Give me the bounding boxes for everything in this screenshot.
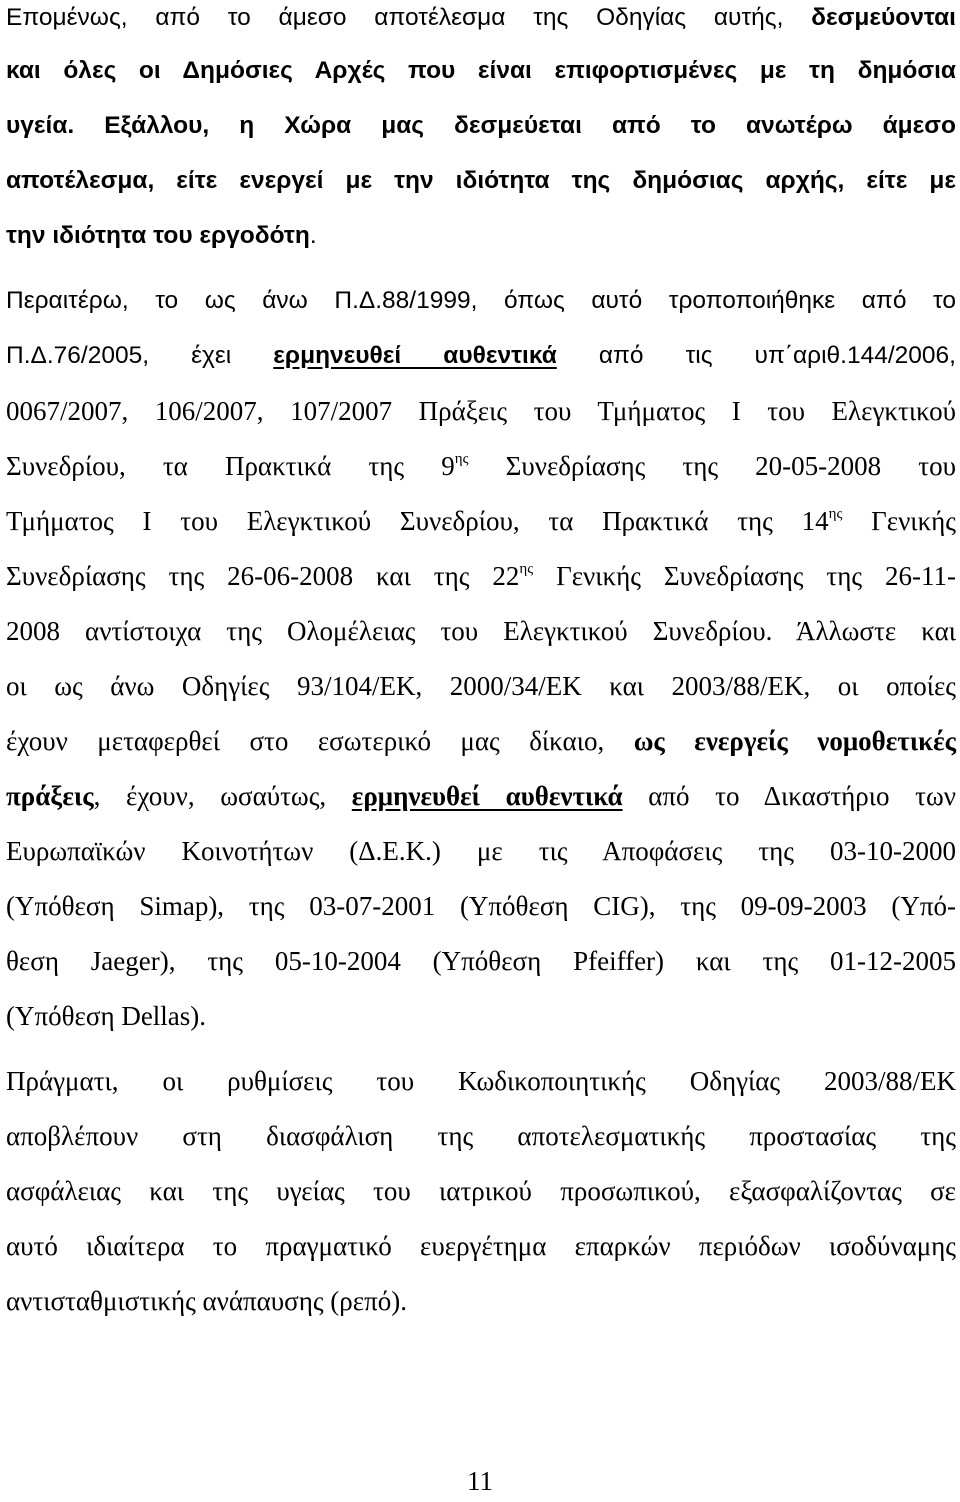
paragraph-2-line-6 <box>6 558 956 598</box>
paragraph-3-line-5: αντισταθμιστικής ανάπαυσης (ρεπό). <box>6 1286 407 1316</box>
paragraph-2-line-1: Περαιτέρω, το ως άνω Π.Δ.88/1999, όπως αυτό τροποποιήθηκε από το <box>6 287 956 314</box>
bold-text: ως ενεργείς νομοθετικές <box>633 726 956 756</box>
text-run: Τμήματος Ι του Ελεγκτικού Συνεδρίου, τα Πρακτικά της 14 <box>6 506 829 536</box>
underlined-bold-text: ερμηνευθεί αυθεντικά <box>273 342 557 369</box>
underlined-bold-text: ερμηνευθεί αυθεντικά <box>351 781 623 811</box>
superscript: ης <box>828 506 843 522</box>
text-run: , έχουν, ωσαύτως, <box>93 781 352 811</box>
paragraph-1-line-5 <box>6 218 956 258</box>
text-run: από το Δικαστήριο των <box>622 781 957 811</box>
paragraph-2-line-12: (Υπόθεση Simap), της 03-07-2001 (Υπόθεση CIG), της 09-09-2003 (Υπό- <box>6 891 956 921</box>
paragraph-3-line-1: Πράγματι, οι ρυθμίσεις του Κωδικοποιητικής Οδηγίας 2003/88/ΕΚ <box>6 1066 956 1096</box>
bold-text: την ιδιότητα του εργοδότη <box>6 222 310 249</box>
paragraph-2-line-9 <box>6 723 956 763</box>
superscript: ης <box>519 561 534 577</box>
paragraph-2-line-5 <box>6 503 956 543</box>
paragraph-3-line-2: αποβλέπουν στη διασφάλιση της αποτελεσματικής προστασίας της <box>6 1121 956 1151</box>
text-run: Συνεδρίασης της 26-06-2008 και της 22 <box>6 561 520 591</box>
paragraph-2-line-3: 0067/2007, 106/2007, 107/2007 Πράξεις του Τμήματος Ι του Ελεγκτικού <box>6 396 956 426</box>
paragraph-1-line-1 <box>6 0 956 40</box>
text-run: Συνεδρίασης της 20-05-2008 του <box>468 451 957 481</box>
paragraph-2-line-10 <box>6 778 956 818</box>
page-number: 11 <box>467 1466 493 1496</box>
paragraph-2-line-8: οι ως άνω Οδηγίες 93/104/ΕΚ, 2000/34/ΕΚ και 2003/88/ΕΚ, οι οποίες <box>6 671 956 701</box>
text-run: Επομένως, από το άμεσο αποτέλεσμα της Οδηγίας αυτής, <box>6 4 812 31</box>
superscript: ης <box>454 451 469 467</box>
bold-text: πράξεις <box>6 781 94 811</box>
text-run: από τις υπ΄αριθ.144/2006, <box>556 342 956 369</box>
paragraph-2-line-2 <box>6 338 956 378</box>
paragraph-2-line-11: Ευρωπαϊκών Κοινοτήτων (Δ.Ε.Κ.) με τις Αποφάσεις της 03-10-2000 <box>6 836 956 866</box>
text-run: Συνεδρίου, τα Πρακτικά της 9 <box>6 451 455 481</box>
paragraph-1-line-3: υγεία. Εξάλλου, η Χώρα μας δεσμεύεται από το ανωτέρω άμεσο <box>6 112 956 139</box>
paragraph-1-line-2: και όλες οι Δημόσιες Αρχές που είναι επιφορτισμένες με τη δημόσια <box>6 57 956 84</box>
paragraph-3-line-4: αυτό ιδιαίτερα το πραγματικό ευεργέτημα επαρκών περιόδων ισοδύναμης <box>6 1231 956 1261</box>
bold-text: δεσμεύονται <box>811 4 956 31</box>
paragraph-1-line-4: αποτέλεσμα, είτε ενεργεί με την ιδιότητα της δημόσιας αρχής, είτε με <box>6 167 956 194</box>
paragraph-2-line-7: 2008 αντίστοιχα της Ολομέλειας του Ελεγκτικού Συνεδρίου. Άλλωστε και <box>6 616 956 646</box>
text-run: Γενικής Συνεδρίασης της 26-11- <box>533 561 956 591</box>
text-run: Π.Δ.76/2005, έχει <box>6 342 274 369</box>
paragraph-2-line-14: (Υπόθεση Dellas). <box>6 1001 207 1031</box>
text-run: . <box>309 222 317 249</box>
text-run: έχουν μεταφερθεί στο εσωτερικό μας δίκαιο, <box>6 726 634 756</box>
paragraph-3-line-3: ασφάλειας και της υγείας του ιατρικού προσωπικού, εξασφαλίζοντας σε <box>6 1176 956 1206</box>
paragraph-2-line-4 <box>6 448 956 488</box>
text-run: Γενικής <box>842 506 956 536</box>
paragraph-2-line-13: θεση Jaeger), της 05-10-2004 (Υπόθεση Pfeiffer) και της 01-12-2005 <box>6 946 956 976</box>
